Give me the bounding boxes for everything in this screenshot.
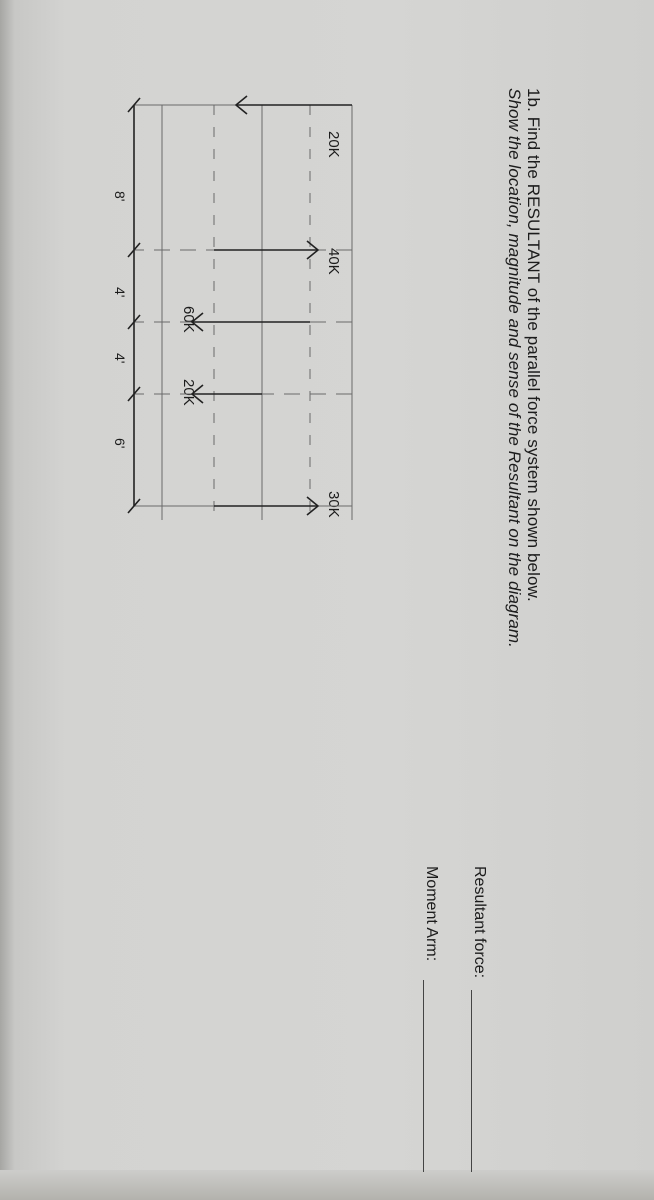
force-label-1: 20K (325, 131, 342, 158)
force-label-2: 40K (325, 248, 342, 275)
problem-statement-line-1: 1b. Find the RESULTANT of the parallel force system shown below. (524, 88, 543, 602)
spacing-label-1: 8' (112, 191, 128, 202)
resultant-force-label: Resultant force: (471, 866, 488, 979)
spacing-label-2: 4' (112, 287, 128, 298)
moment-arm-label: Moment Arm: (423, 866, 440, 962)
problem-statement-line-2: Show the location, magnitude and sense of the Resultant on the diagram. (505, 88, 524, 648)
spacing-label-3: 4' (112, 353, 128, 364)
spacing-label-4: 6' (112, 438, 128, 449)
force-label-3: 60K (180, 306, 197, 333)
force-label-4: 20K (180, 379, 197, 406)
force-label-5: 30K (325, 491, 342, 518)
